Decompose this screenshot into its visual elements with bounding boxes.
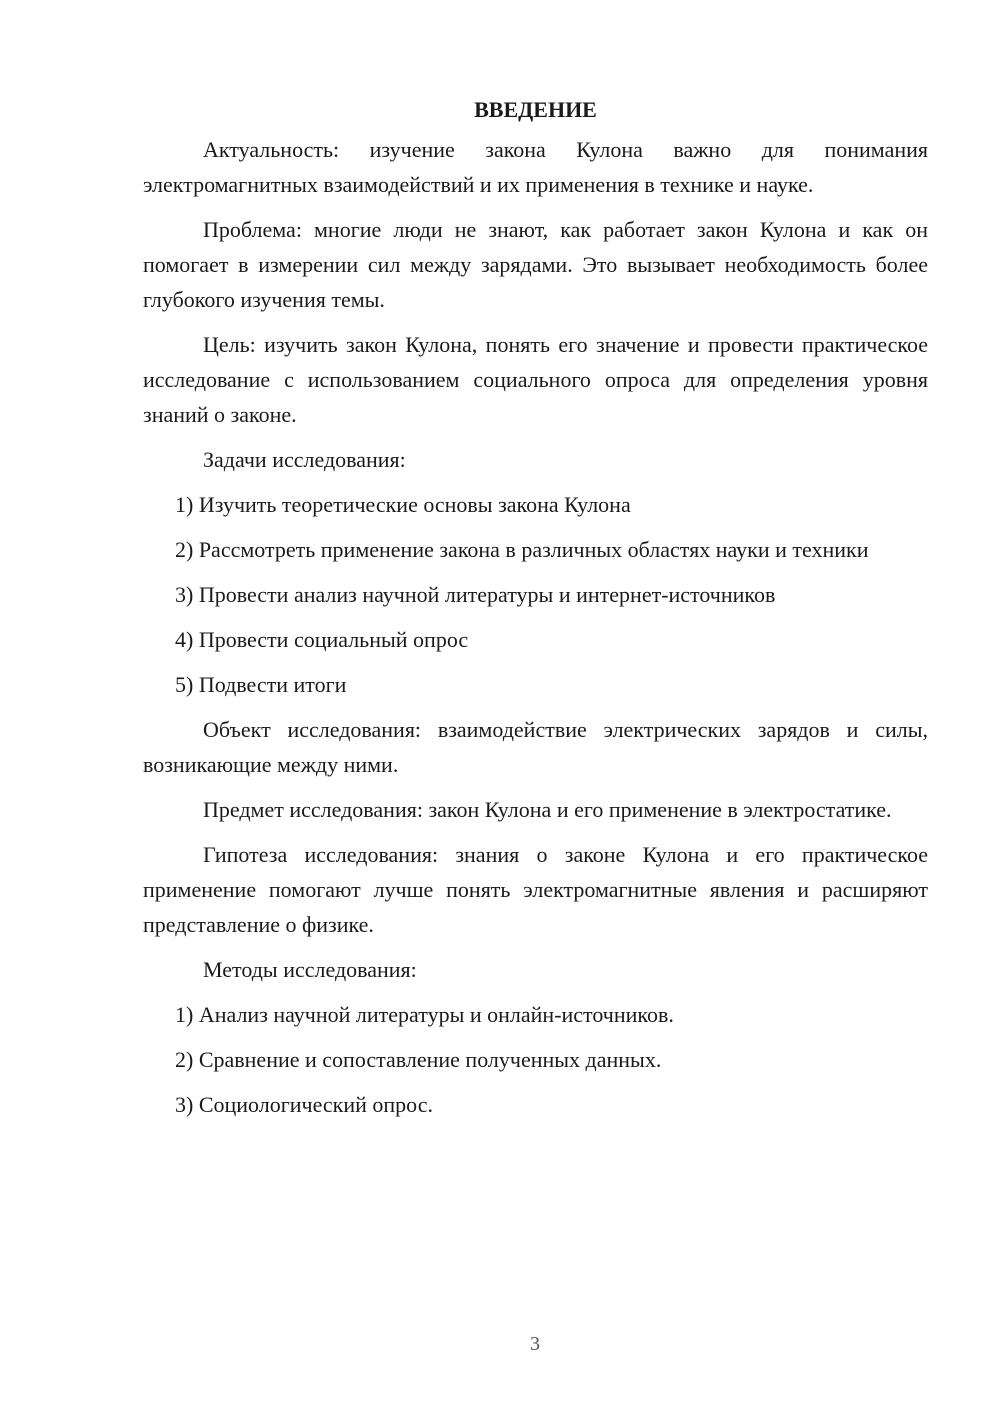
- method-item: 1) Анализ научной литературы и онлайн-источников.: [175, 1002, 674, 1027]
- hypothesis-paragraph: Гипотеза исследования: знания о законе Кулона и его практическое применение помогают лучше понять электромагнитные явления и расширяют представление о физике.: [143, 842, 928, 937]
- task-item: 1) Изучить теоретические основы закона Кулона: [175, 492, 631, 517]
- task-item: 3) Провести анализ научной литературы и интернет-источников: [175, 582, 776, 607]
- task-item: 2) Рассмотреть применение закона в различных областях науки и техники: [175, 537, 869, 562]
- relevance-paragraph: Актуальность: изучение закона Кулона важно для понимания электромагнитных взаимодействий и их применения в технике и науке.: [143, 137, 928, 197]
- methods-heading: Методы исследования:: [203, 957, 417, 982]
- page-number: 3: [530, 1333, 540, 1355]
- subject-paragraph: Предмет исследования: закон Кулона и его применение в электростатике.: [203, 797, 892, 822]
- method-item: 2) Сравнение и сопоставление полученных данных.: [175, 1047, 662, 1072]
- tasks-heading: Задачи исследования:: [203, 447, 406, 472]
- section-title: ВВЕДЕНИЕ: [474, 97, 597, 122]
- method-item: 3) Социологический опрос.: [175, 1092, 433, 1117]
- object-paragraph: Объект исследования: взаимодействие электрических зарядов и силы, возникающие между ними.: [143, 717, 928, 777]
- goal-paragraph: Цель: изучить закон Кулона, понять его значение и провести практическое исследование с использованием социального опроса для определения уровня знаний о законе.: [143, 332, 928, 427]
- problem-paragraph: Проблема: многие люди не знают, как работает закон Кулона и как он помогает в измерении сил между зарядами. Это вызывает необходимость более глубокого изучения темы.: [143, 217, 928, 312]
- document-page: [143, 92, 928, 1132]
- task-item: 5) Подвести итоги: [175, 672, 347, 697]
- task-item: 4) Провести социальный опрос: [175, 627, 469, 652]
